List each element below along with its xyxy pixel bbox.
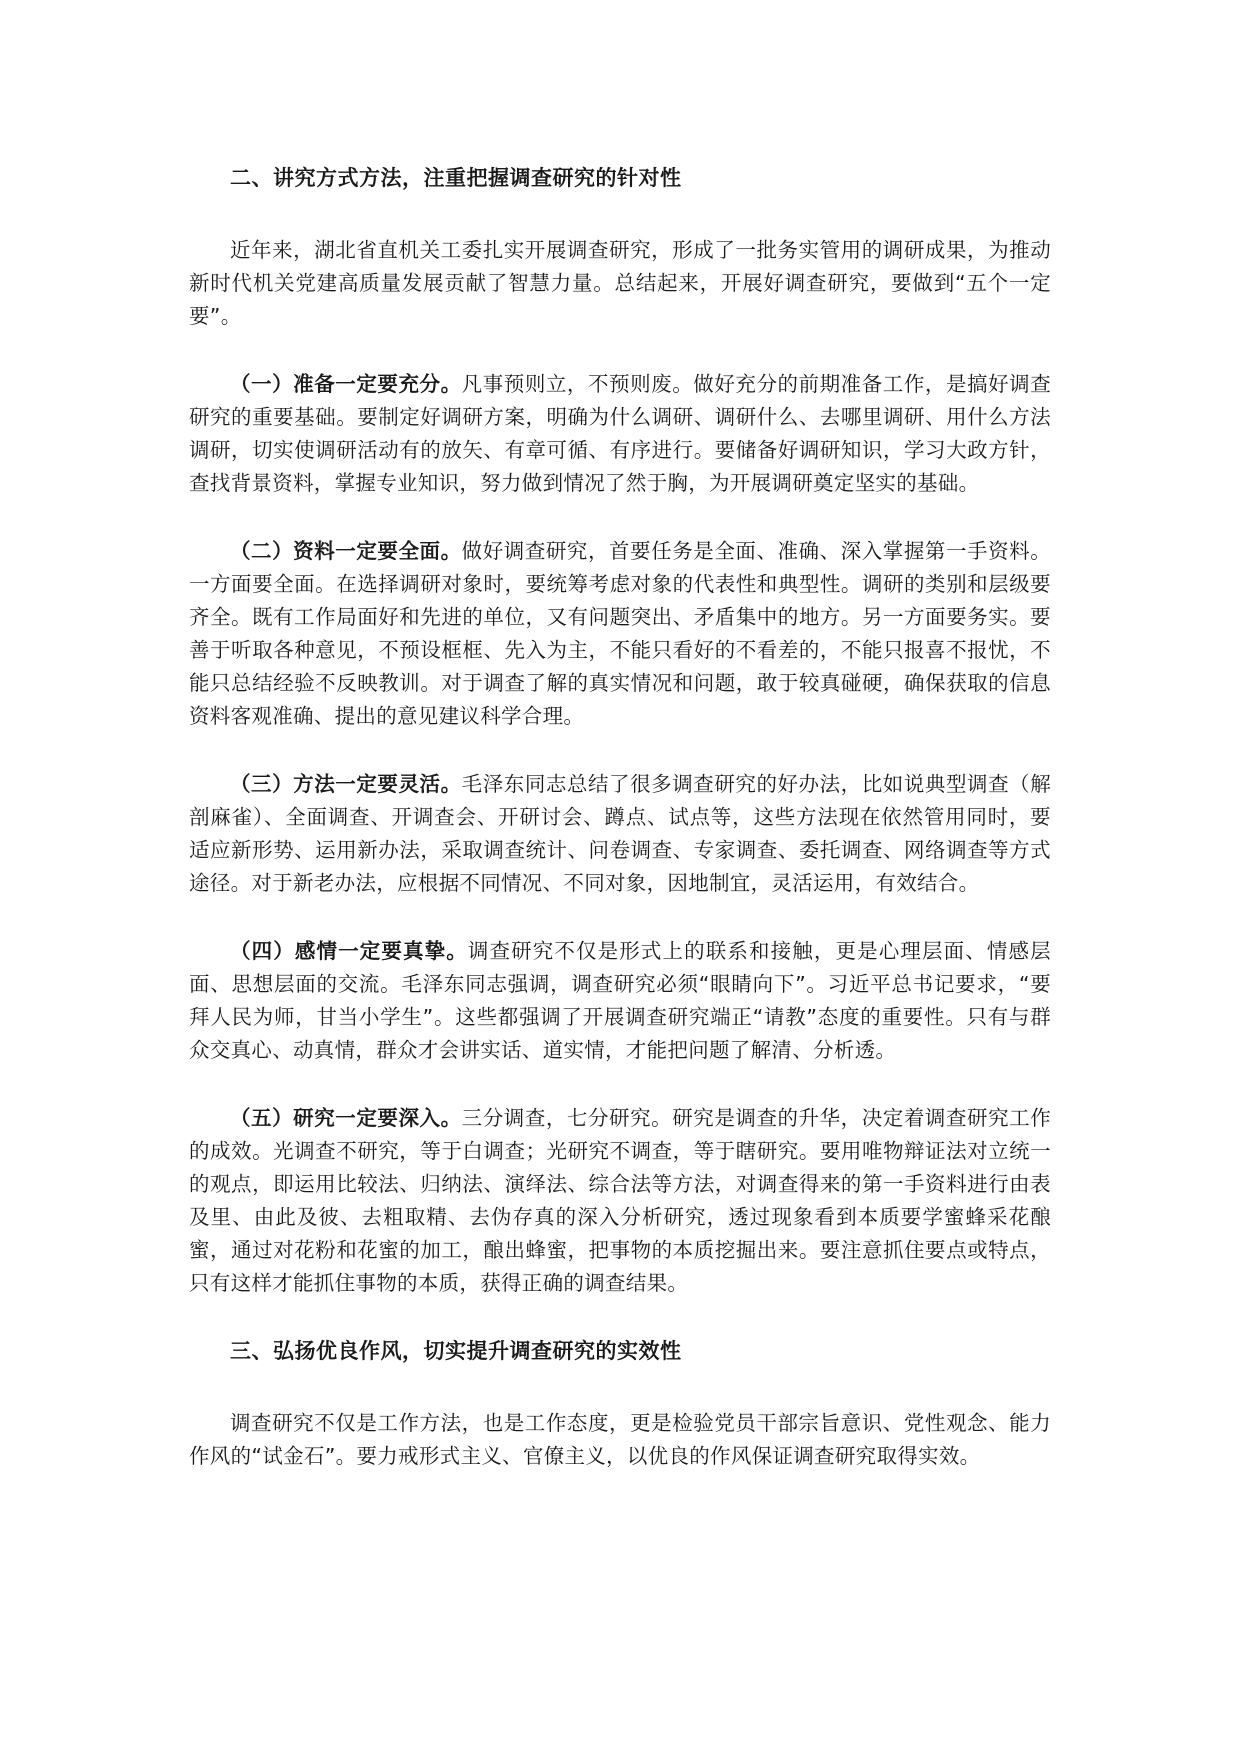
paragraph-lead: （三）方法一定要灵活。 [230,772,462,796]
paragraph [189,1102,1051,1300]
paragraph [189,1407,1051,1473]
paragraph [189,368,1051,500]
paragraph [189,234,1051,333]
section-heading: 二、讲究方式方法，注重把握调查研究的针对性 [230,166,682,190]
paragraph-lead: （二）资料一定要全面。 [230,539,462,563]
paragraph-text: 毛泽东同志总结了很多调查研究的好办法，比如说典型调查（解剖麻雀）、全面调查、开调查会、开研讨会、蹲点、试点等，这些方法现在依然管用同时，要适应新形势、运用新办法，采取调查统计、问卷调查、专家调查、委托调查、网络调查等方式途径。对于新老办法，应根据不同情况、不同对象，因地制宜，灵活运用，有效结合。 [189,772,1051,895]
paragraph-text: 三分调查，七分研究。研究是调查的升华，决定着调查研究工作的成效。光调查不研究，等于白调查；光研究不调查，等于瞎研究。要用唯物辩证法对立统一的观点，即运用比较法、归纳法、演绎法、综合法等方法，对调查得来的第一手资料进行由表及里、由此及彼、去粗取精、去伪存真的深入分析研究，透过现象看到本质要学蜜蜂采花酿蜜，通过对花粉和花蜜的加工，酿出蜂蜜，把事物的本质挖掘出来。要注意抓住要点或特点，只有这样才能抓住事物的本质，获得正确的调查结果。 [189,1106,1051,1295]
paragraph-lead: （一）准备一定要充分。 [230,372,462,396]
paragraph-text: 做好调查研究，首要任务是全面、准确、深入掌握第一手资料。一方面要全面。在选择调研对象时，要统筹考虑对象的代表性和典型性。调研的类别和层级要齐全。既有工作局面好和先进的单位，又有问题突出、矛盾集中的地方。另一方面要务实。要善于听取各种意见，不预设框框、先入为主，不能只看好的不看差的，不能只报喜不报忧，不能只总结经验不反映教训。对于调查了解的真实情况和问题，敢于较真碰硬，确保获取的信息资料客观准确、提出的意见建议科学合理。 [189,539,1051,728]
paragraph [189,768,1051,900]
paragraph-lead: （五）研究一定要深入。 [230,1106,462,1130]
paragraph-text: 调查研究不仅是形式上的联系和接触，更是心理层面、情感层面、思想层面的交流。毛泽东同志强调，调查研究必须“眼睛向下”。习近平总书记要求，“要拜人民为师，甘当小学生”。这些都强调了开展调查研究端正“请教”态度的重要性。只有与群众交真心、动真情，群众才会讲实话、道实情，才能把问题了解清、分析透。 [189,939,1051,1062]
paragraph-text: 近年来，湖北省直机关工委扎实开展调查研究，形成了一批务实管用的调研成果，为推动新时代机关党建高质量发展贡献了智慧力量。总结起来，开展好调查研究，要做到“五个一定要”。 [189,238,1051,328]
paragraph [189,935,1051,1067]
paragraph-lead: （四）感情一定要真挚。 [230,939,468,963]
document-body [189,162,1051,1473]
section-heading: 三、弘扬优良作风，切实提升调查研究的实效性 [230,1339,682,1363]
paragraph-text: 调查研究不仅是工作方法，也是工作态度，更是检验党员干部宗旨意识、党性观念、能力作风的“试金石”。要力戒形式主义、官僚主义，以优良的作风保证调查研究取得实效。 [189,1411,1051,1468]
paragraph [189,535,1051,733]
paragraph-text: 凡事预则立，不预则废。做好充分的前期准备工作，是搞好调查研究的重要基础。要制定好调研方案，明确为什么调研、调研什么、去哪里调研、用什么方法调研，切实使调研活动有的放矢、有章可循、有序进行。要储备好调研知识，学习大政方针，查找背景资料，掌握专业知识，努力做到情况了然于胸，为开展调研奠定坚实的基础。 [189,372,1051,495]
